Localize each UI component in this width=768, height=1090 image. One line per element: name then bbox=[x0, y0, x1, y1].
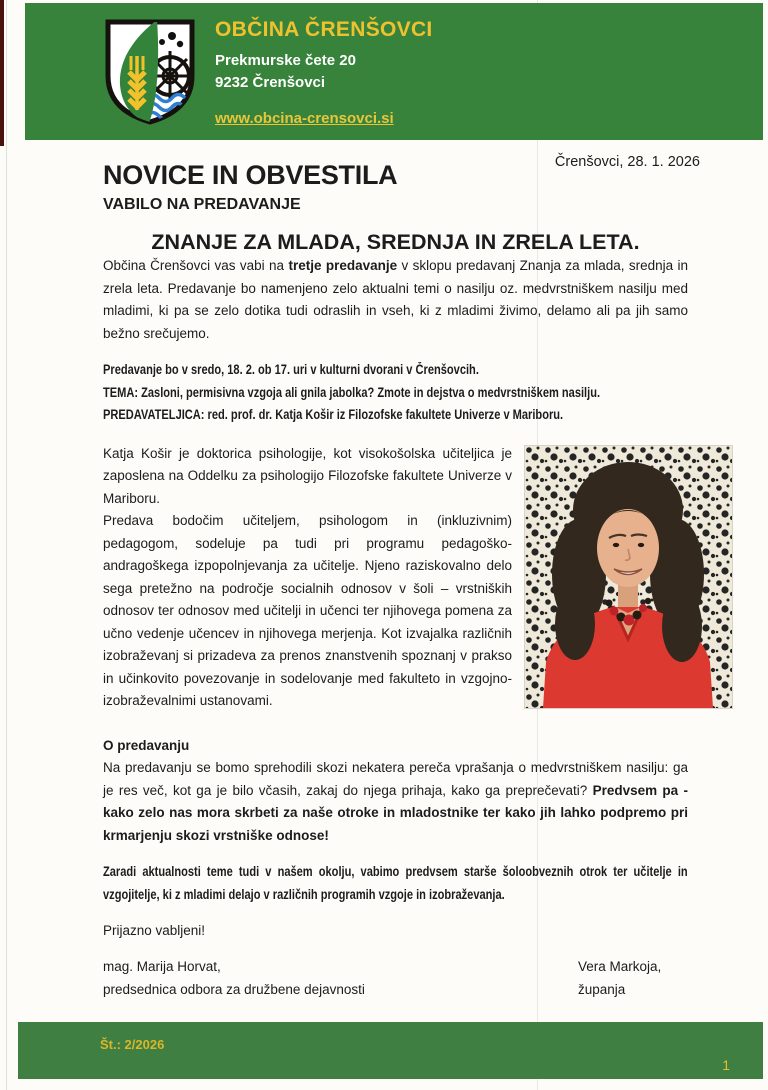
signature-row bbox=[103, 956, 688, 1001]
intro-bold-text: tretje predavanje bbox=[288, 258, 398, 273]
closing-line: Prijazno vabljeni! bbox=[103, 923, 206, 938]
about-bold-text: Predvsem pa - kako zelo nas mora skrbeti za naše otroke in mladostnike ter kako jih lahko podpremo pri krmarjenju skozi vrstniške odnose! bbox=[103, 782, 688, 843]
address-line-1: Prekmurske čete 20 bbox=[215, 52, 356, 69]
coat-of-arms-icon bbox=[100, 15, 200, 129]
document-number: Št.: 2/2026 bbox=[100, 1037, 165, 1052]
website-link[interactable]: www.obcina-crensovci.si bbox=[215, 110, 394, 127]
audience-paragraph: Zaradi aktualnosti teme tudi v našem okolju, vabimo predvsem starše šoloobveznih otrok ter učitelje in vzgojitelje, ki z mladimi delajo v različnih programih vzgoje in izobraževanja. bbox=[103, 864, 688, 902]
signature-right-role: županja bbox=[578, 981, 626, 997]
document-body bbox=[103, 150, 700, 1001]
event-line: Predavanje bo v sredo, 18. 2. ob 17. uri v kulturni dvorani v Črenšovcih. bbox=[103, 362, 479, 377]
scan-edge-strip bbox=[0, 0, 4, 146]
signature-right bbox=[578, 956, 688, 1001]
lecturer-bio bbox=[103, 443, 733, 715]
event-line: TEMA: Zasloni, permisivna vzgoja ali gnila jabolka? Zmote in dejstva o medvrstniškem nasilju. bbox=[103, 384, 601, 400]
headline: ZNANJE ZA MLADA, SREDNJA IN ZRELA LETA. bbox=[151, 230, 640, 254]
intro-paragraph bbox=[103, 255, 688, 345]
date-line: Črenšovci, 28. 1. 2026 bbox=[554, 154, 700, 170]
lecturer-photo bbox=[524, 445, 733, 709]
about-paragraph bbox=[103, 757, 688, 847]
intro-text-cont: v sklopu predavanj Znanja za mlada, srednja in zrela leta. Predavanje bo namenjeno zelo aktualni temi o nasilju oz. medvrstniškem nasilju med mladimi, ki pa se zelo dotika tudi odraslih in vseh, ki z mladimi živimo, delamo ali pa jih samo bežno srečujemo. bbox=[103, 258, 689, 341]
bio-paragraph-2: Predava bodočim učiteljem, psihologom in (inkluzivnim) pedagogom, sodeluje pa tudi pri programu pedagoško-andragoškega izpopolnjevanja za učitelje. Njeno raziskovalno delo sega pretežno na področje socialnih odnosov v šoli – vrstniških odnosov ter odnosov med učitelji in učenci ter njihovega pomena za učno vedenje učencev in njihovega merjenja. Kot izvajalka različnih izobraževanj si prizadeva za prenos znanstvenih spoznanj v prakso in učinkovito povezovanje in sodelovanje med fakulteto in vzgojno-izobraževalnimi ustanovami. bbox=[103, 513, 512, 708]
bio-paragraph-1: Katja Košir je doktorica psihologije, kot visokošolska učiteljica je zaposlena na Oddelku za psihologijo Filozofske fakultete Univerze v Mariboru. bbox=[103, 445, 512, 506]
intro-text: Občina Črenšovci vas vabi na bbox=[103, 258, 289, 273]
address-line-2: 9232 Črenšovci bbox=[215, 74, 326, 91]
section-title: NOVICE IN OBVESTILA bbox=[103, 160, 398, 190]
municipality-name: OBČINA ČRENŠOVCI bbox=[215, 18, 433, 41]
signature-right-name: Vera Markoja, bbox=[578, 959, 662, 974]
about-heading: O predavanju bbox=[103, 737, 190, 753]
signature-left-role: predsednica odbora za družbene dejavnosti bbox=[103, 981, 365, 997]
header-bar bbox=[25, 3, 763, 140]
event-details bbox=[103, 359, 688, 427]
event-line: PREDAVATELJICA: red. prof. dr. Katja Košir iz Filozofske fakultete Univerze v Mariboru. bbox=[103, 407, 564, 422]
signature-left-name: mag. Marija Horvat, bbox=[103, 959, 221, 974]
about-text: Na predavanju se bomo sprehodili skozi nekatera pereča vprašanja o medvrstniškem nasilju: ga je res več, kot ga je bilo včasih, zakaj do njega prihaja, kako ga preprečevati? bbox=[103, 760, 688, 798]
footer-bar bbox=[18, 1022, 763, 1079]
section-subtitle: VABILO NA PREDAVANJE bbox=[103, 196, 301, 213]
signature-left bbox=[103, 956, 365, 1001]
scan-edge-line bbox=[6, 0, 7, 1090]
page-number: 1 bbox=[722, 1057, 730, 1073]
